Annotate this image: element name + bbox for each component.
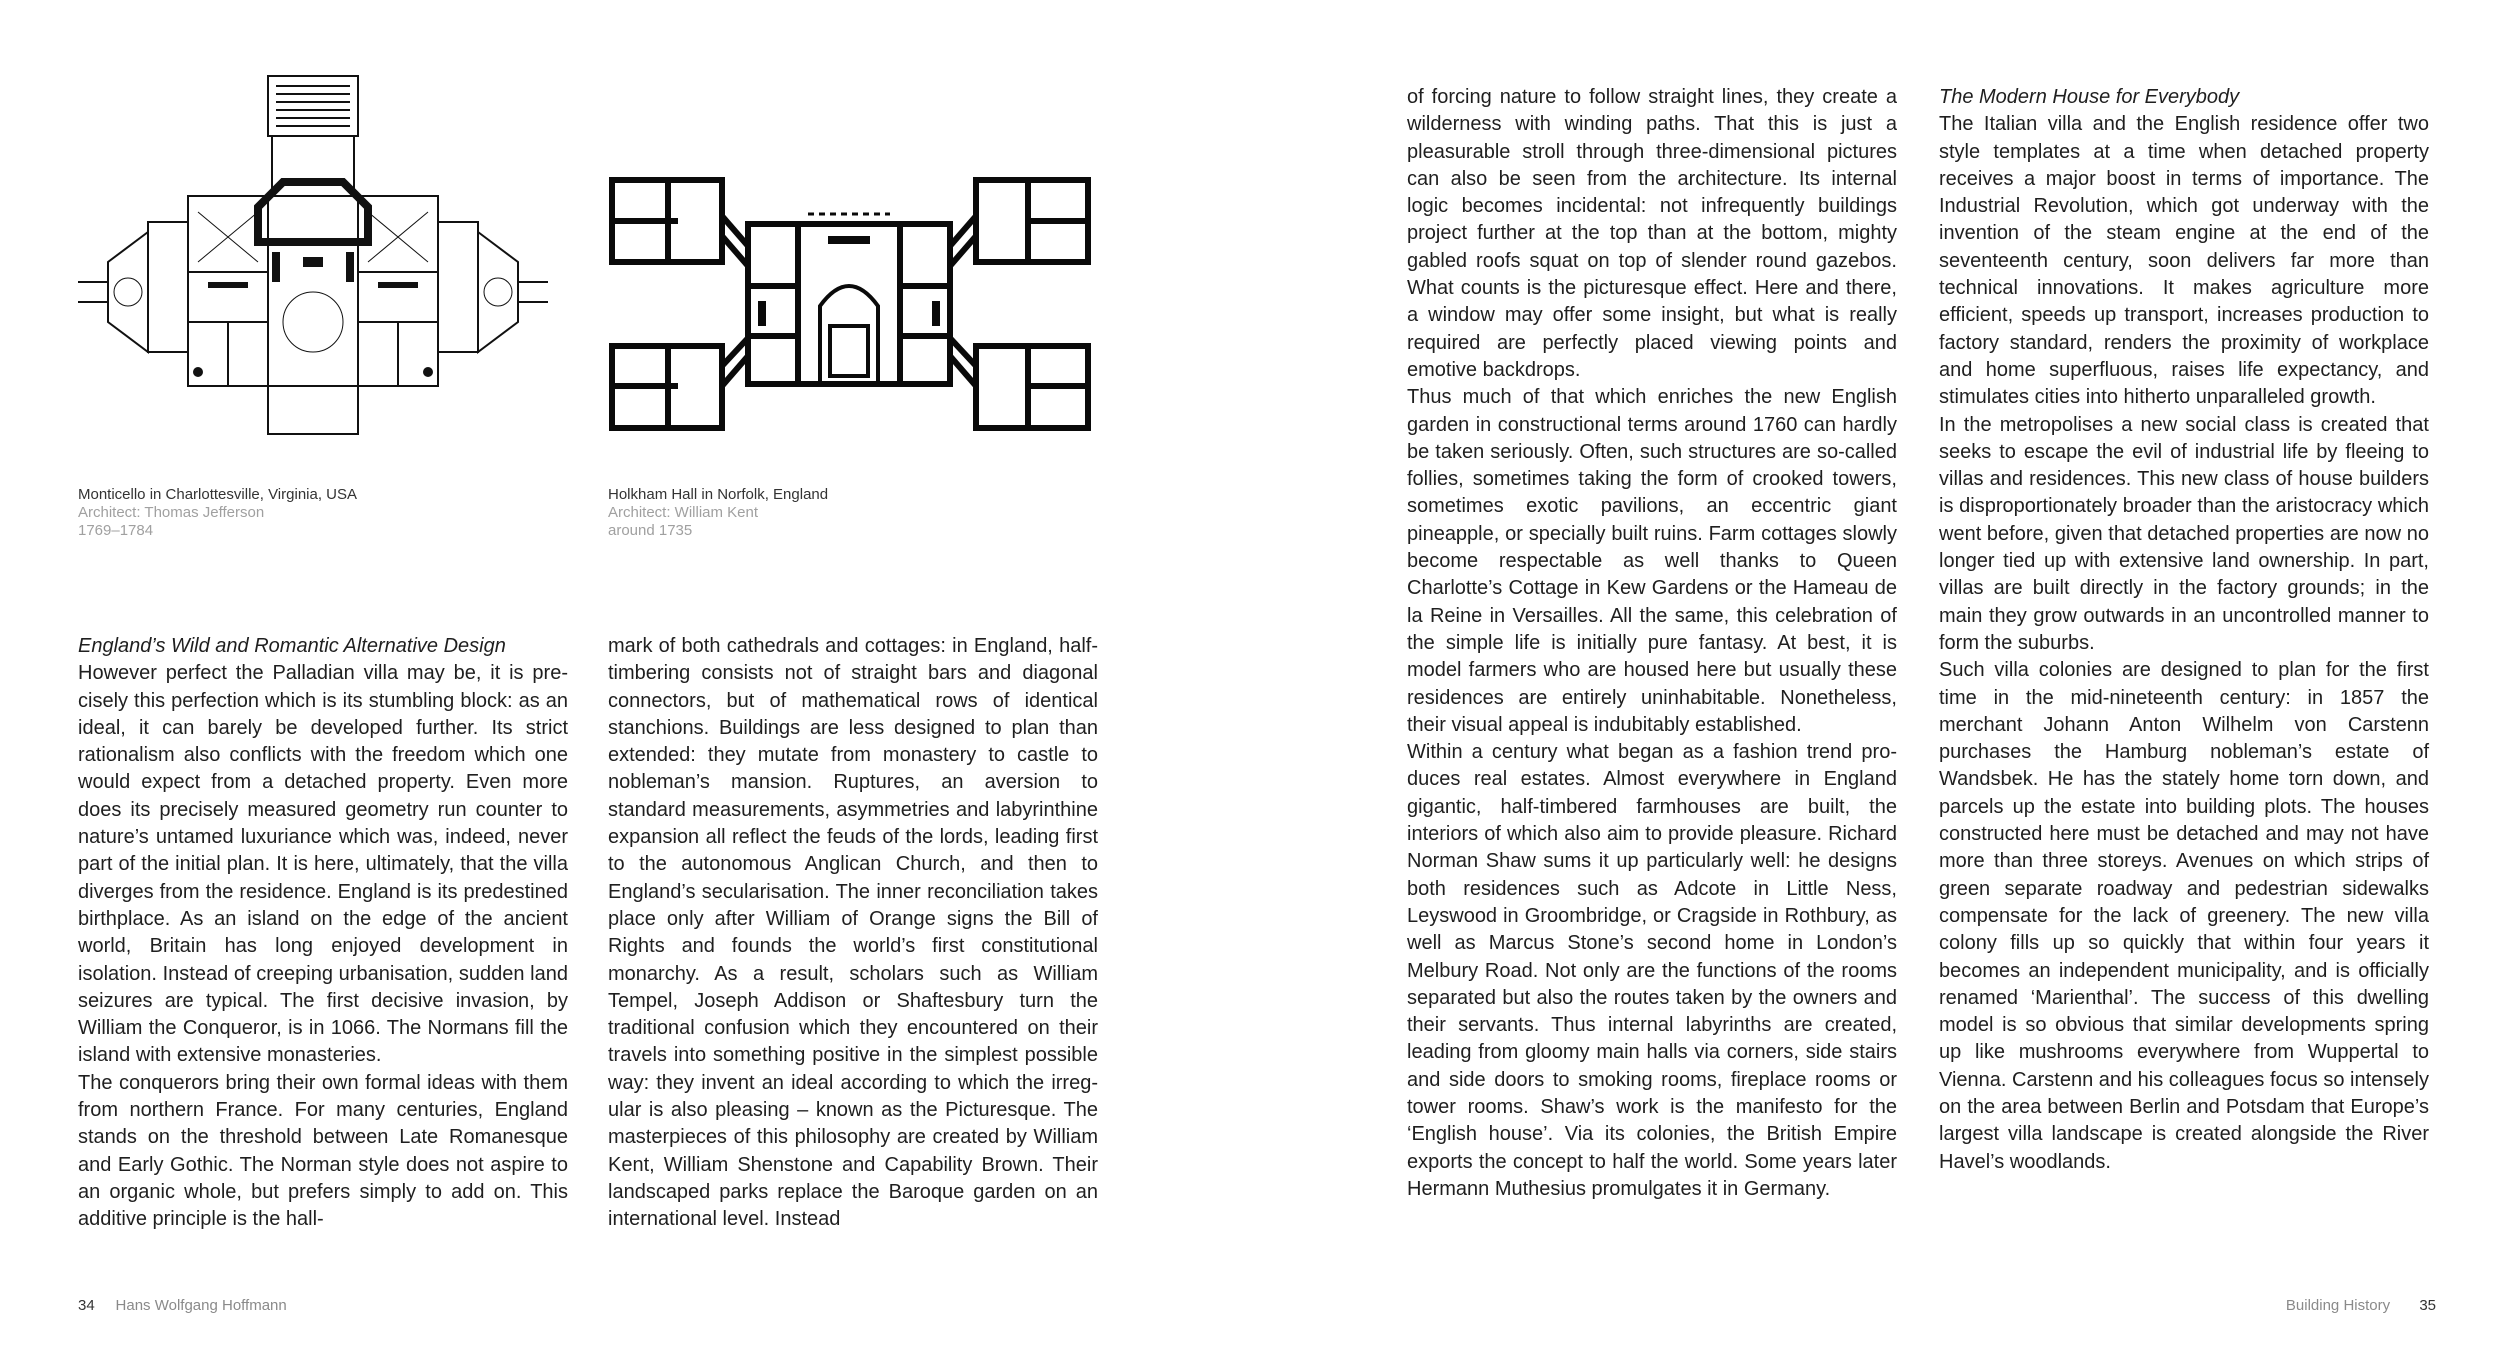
- section-name: Building History: [2285, 1297, 2391, 1314]
- paragraph: In the metropolises a new social class is created that seeks to escape the evil of industrial life by fleeing to villas and residences. This new class of house builders is disproportionately broader than the aristocracy which went before, given that detached properties are now no longer tied up with extensive land ownership. In part, villas are built directly in the factory grounds; in the main they grow outwards in an uncontrolled manner to form the suburbs.: [1939, 413, 2429, 654]
- figure-caption-holkham: [608, 486, 828, 540]
- author-name: Hans Wolfgang Hoffmann: [115, 1297, 287, 1314]
- paragraph: Within a century what began as a fashion trend produces real estates. Almost everywhere in England gigantic, half-timbered farmhouses are built, the interiors of which also aim to provide pleasure. Richard Norman Shaw sums it up particularly well: he designs both residences such as Adcote in Little Ness, Leyswood in Groombridge, or Cragside in Rothbury, as well as Marcus Stone’s second home in London’s Melbury Road. Not only are the functions of the rooms separated but also the routes taken by the owners and their servants. Thus internal labyrinths are created, leading from gloomy main halls via corners, side stairs and side doors to smoking rooms, fireplace rooms or tower rooms. Shaw’s work is the manifesto for the ‘English house’. Via its colonies, the British Empire exports the concept to half the world. Some years later Hermann Muthesius promulgates it in Germany.: [1407, 741, 1897, 1200]
- paragraph: The conquerors bring their own formal ideas with them from northern France. For many centuries, England stands on the threshold between Late Romanesque and Early Gothic. The Norman style does not aspire to an organic whole, but prefers simply to add on. This additive principle is the hall-: [78, 1071, 568, 1231]
- page-number: 34: [78, 1297, 95, 1314]
- paragraph: Thus much of that which enriches the new English garden in constructional terms around 1760 can hardly be taken seriously. Often, such structures are so-called follies, sometimes taking the form of crooked towers, sometimes exotic pavilions, an eccentric giant pineapple, or specially built ruins. Farm cottages slowly become respectable as well thanks to Queen Charlotte’s Cottage in Kew Gardens or the Hameau de la Reine in Versailles. All the same, this celebration of the simple life is initially pure fantasy. At best, it is model farmers who are housed here but usually these residences are entirely uninhabitable. Nonetheless, their visual appeal is indubitably established.: [1407, 386, 1897, 736]
- paragraph: However perfect the Palladian villa may be, it is precisely this perfection which is its stumbling block: as an ideal, it can barely be developed further. Its strict rationalism also conflicts with the freedom which one would expect from a detached property. Even more does its precisely measured geometry run counter to nature’s untamed luxuriance which was, indeed, never part of the initial plan. It is here, ultimately, that the villa diverges from the residence. England is its predestined birthplace. As an island on the edge of the ancient world, Britain has long enjoyed development in isolation. Instead of creeping urbanisation, sudden land seizures are typical. The first decisive invasion, by William the Conqueror, is in 1066. The Normans fill the island with extensive monasteries.: [78, 662, 568, 1067]
- left-page-footer: [78, 1297, 287, 1314]
- paragraph: The Italian villa and the English residence offer two style templates at a time when detached property receives a major boost in terms of importance. The Industrial Revolution, which got underway with the invention of the steam engine at the end of the seventeenth century, soon delivers far more than technical innovations. It makes agriculture more efficient, speeds up transport, increases production to factory standard, renders the proximity of workplace and home superfluous, raises life expectancy, and stimulates cities into hitherto unparalleled growth.: [1939, 113, 2429, 409]
- section-heading: England’s Wild and Romantic Alternative Design: [78, 635, 506, 657]
- text-column-1: [78, 633, 568, 1234]
- caption-architect: Architect: Thomas Jefferson: [78, 504, 265, 521]
- section-heading: The Modern House for Everybody: [1939, 86, 2240, 108]
- monticello-floor-plan: [78, 72, 558, 442]
- caption-title: Holkham Hall in Norfolk, England: [608, 486, 829, 503]
- paragraph: of forcing nature to follow straight lines, they create a wilderness with winding paths. That this is just a pleasurable stroll through three-dimensional pictures can also be seen from the architecture. Its internal logic becomes incidental: not infrequently buildings project further at the top than at the bottom, mighty gabled roofs squat on top of slender round gazebos. What counts is the picturesque effect. Here and there, a window may offer some insight, but what is really required are perfectly placed viewing points and emotive backdrops.: [1407, 86, 1897, 381]
- text-column-2: [608, 633, 1098, 1234]
- text-column-4: [1939, 84, 2429, 1176]
- figure-caption-monticello: [78, 486, 357, 540]
- caption-date: around 1735: [608, 522, 693, 539]
- page-number: 35: [2419, 1297, 2436, 1314]
- holkham-hall-floor-plan: [608, 176, 1096, 432]
- caption-date: 1769–1784: [78, 522, 154, 539]
- paragraph: mark of both cathedrals and cottages: in England, half-timbering consists not of straight bars and diagonal connectors, but of mathematical rows of identical stanchions. Buildings are less designed to plan than extended: they mutate from monastery to castle to nobleman’s mansion. Ruptures, an aversion to standard measurements, asymmetries and labyrinthine expansion all reflect the feuds of the lords, leading first to the autonomous Anglican Church, and then to England’s secularisation. The inner reconciliation takes place only after William of Orange signs the Bill of Rights and founds the world’s first constitutional monarchy. As a result, scholars such as William Tempel, Joseph Addison or Shaftesbury turn the traditional confusion which they encountered on their travels into something positive in the simplest possible way: they invent an ideal according to which the irregular is also pleasing – known as the Picturesque. The masterpieces of this philosophy are created by William Kent, William Shenstone and Capability Brown. Their landscaped parks replace the Baroque garden on an international level. Instead: [608, 635, 1098, 1231]
- caption-title: Monticello in Charlottesville, Virginia, USA: [78, 486, 358, 503]
- caption-architect: Architect: William Kent: [608, 504, 759, 521]
- text-column-3: [1407, 84, 1897, 1203]
- right-page-footer: [2286, 1297, 2436, 1314]
- paragraph: Such villa colonies are designed to plan for the first time in the mid-nineteenth century: in 1857 the merchant Johann Anton Wilhelm von Carstenn purchases the Hamburg nobleman’s estate of Wandsbek. He has the stately home torn down, and parcels up the estate into building plots. The houses constructed here must be detached and may not have more than three storeys. Avenues on which strips of green separate roadway and pedestrian sidewalks compensate for the lack of greenery. The new villa colony fills up so quickly that within four years it becomes an independent municipality, and is officially renamed ‘Marienthal’. The success of this dwelling model is so obvious that similar developments spring up like mushrooms everywhere from Wuppertal to Vienna. Carstenn and his colleagues focus so intensely on the area between Berlin and Potsdam that Europe’s largest villa landscape is created alongside the River Havel’s woodlands.: [1939, 659, 2429, 1173]
